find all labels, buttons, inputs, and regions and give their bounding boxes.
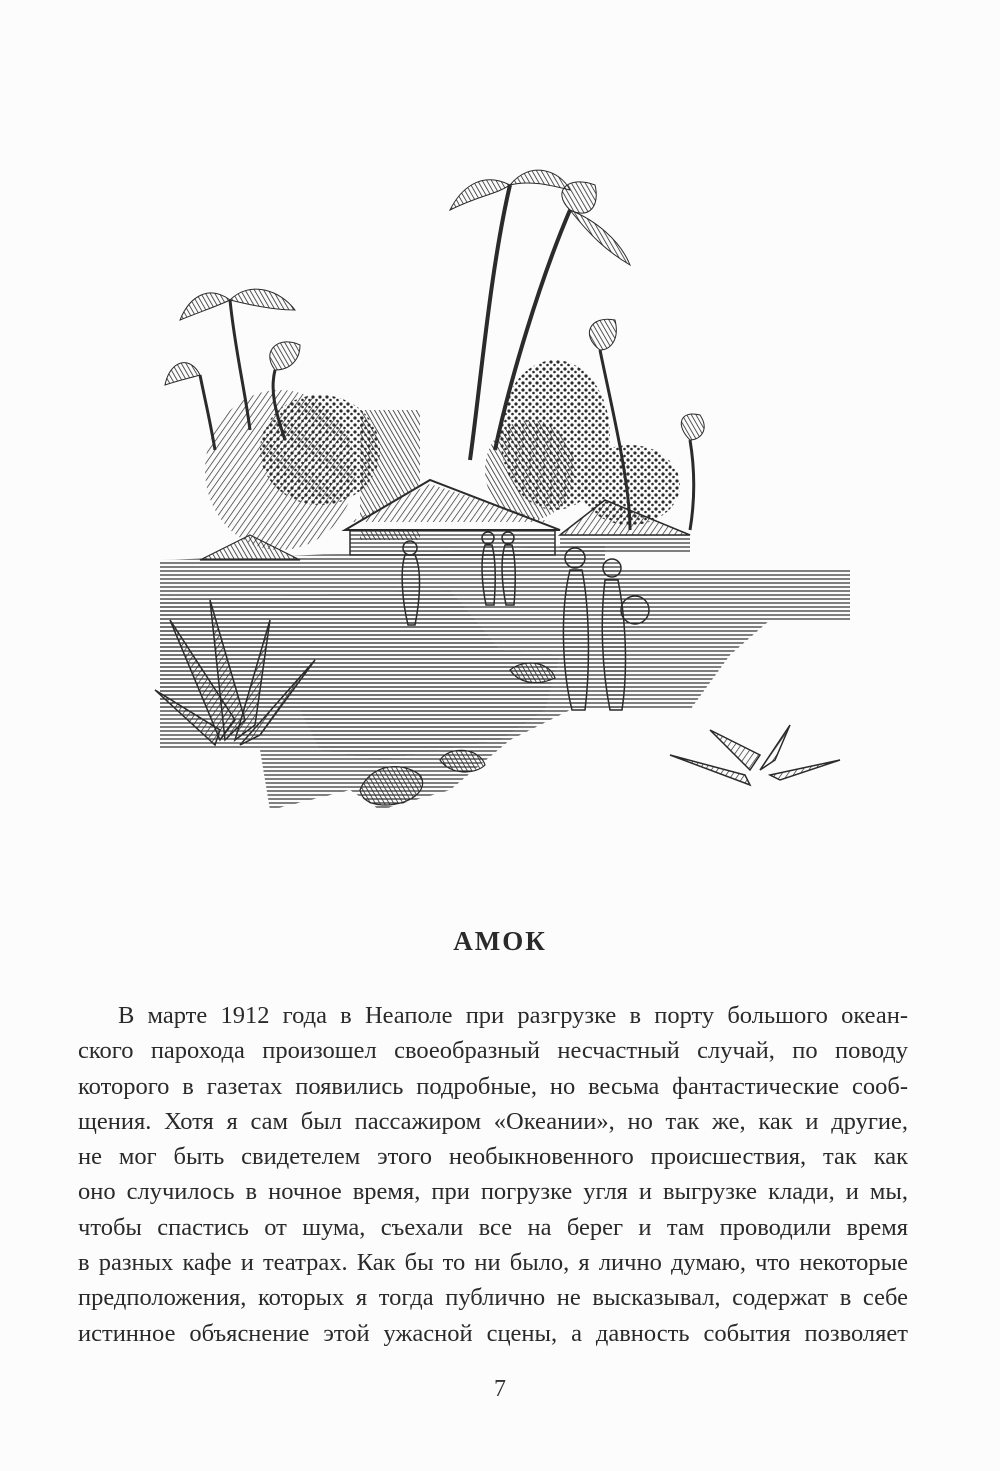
text-line: истинное объяснение этой ужасной сцены, а давность события позволяет	[78, 1319, 908, 1347]
body-paragraph	[78, 998, 908, 1351]
text-line: оно случилось в ночное время, при погрузке угля и выгрузке клади, и мы,	[78, 1178, 908, 1206]
text-line: В марте 1912 года в Неаполе при разгрузке в порту большого океан-	[118, 1002, 908, 1029]
text-line: предположения, которых я тогда публично не высказывал, содержат в себе	[78, 1284, 908, 1312]
page-number: 7	[494, 1376, 506, 1402]
text-line: чтобы спастись от шума, съехали все на берег и там проводили время	[78, 1213, 908, 1241]
text-line: в разных кафе и театрах. Как бы то ни было, я лично думаю, что некоторые	[78, 1249, 908, 1277]
engraving-illustration	[150, 150, 850, 840]
text-line: щения. Хотя я сам был пассажиром «Океании», но так же, как и другие,	[78, 1107, 908, 1135]
text-line: ского парохода произошел своеобразный несчастный случай, по поводу	[78, 1037, 908, 1065]
engraving-svg	[150, 150, 850, 840]
text-line: не мог быть свидетелем этого необыкновенного происшествия, так как	[78, 1143, 908, 1171]
chapter-title: АМОК	[453, 926, 547, 956]
text-line: которого в газетах появились подробные, но весьма фантастические сооб-	[78, 1072, 908, 1100]
